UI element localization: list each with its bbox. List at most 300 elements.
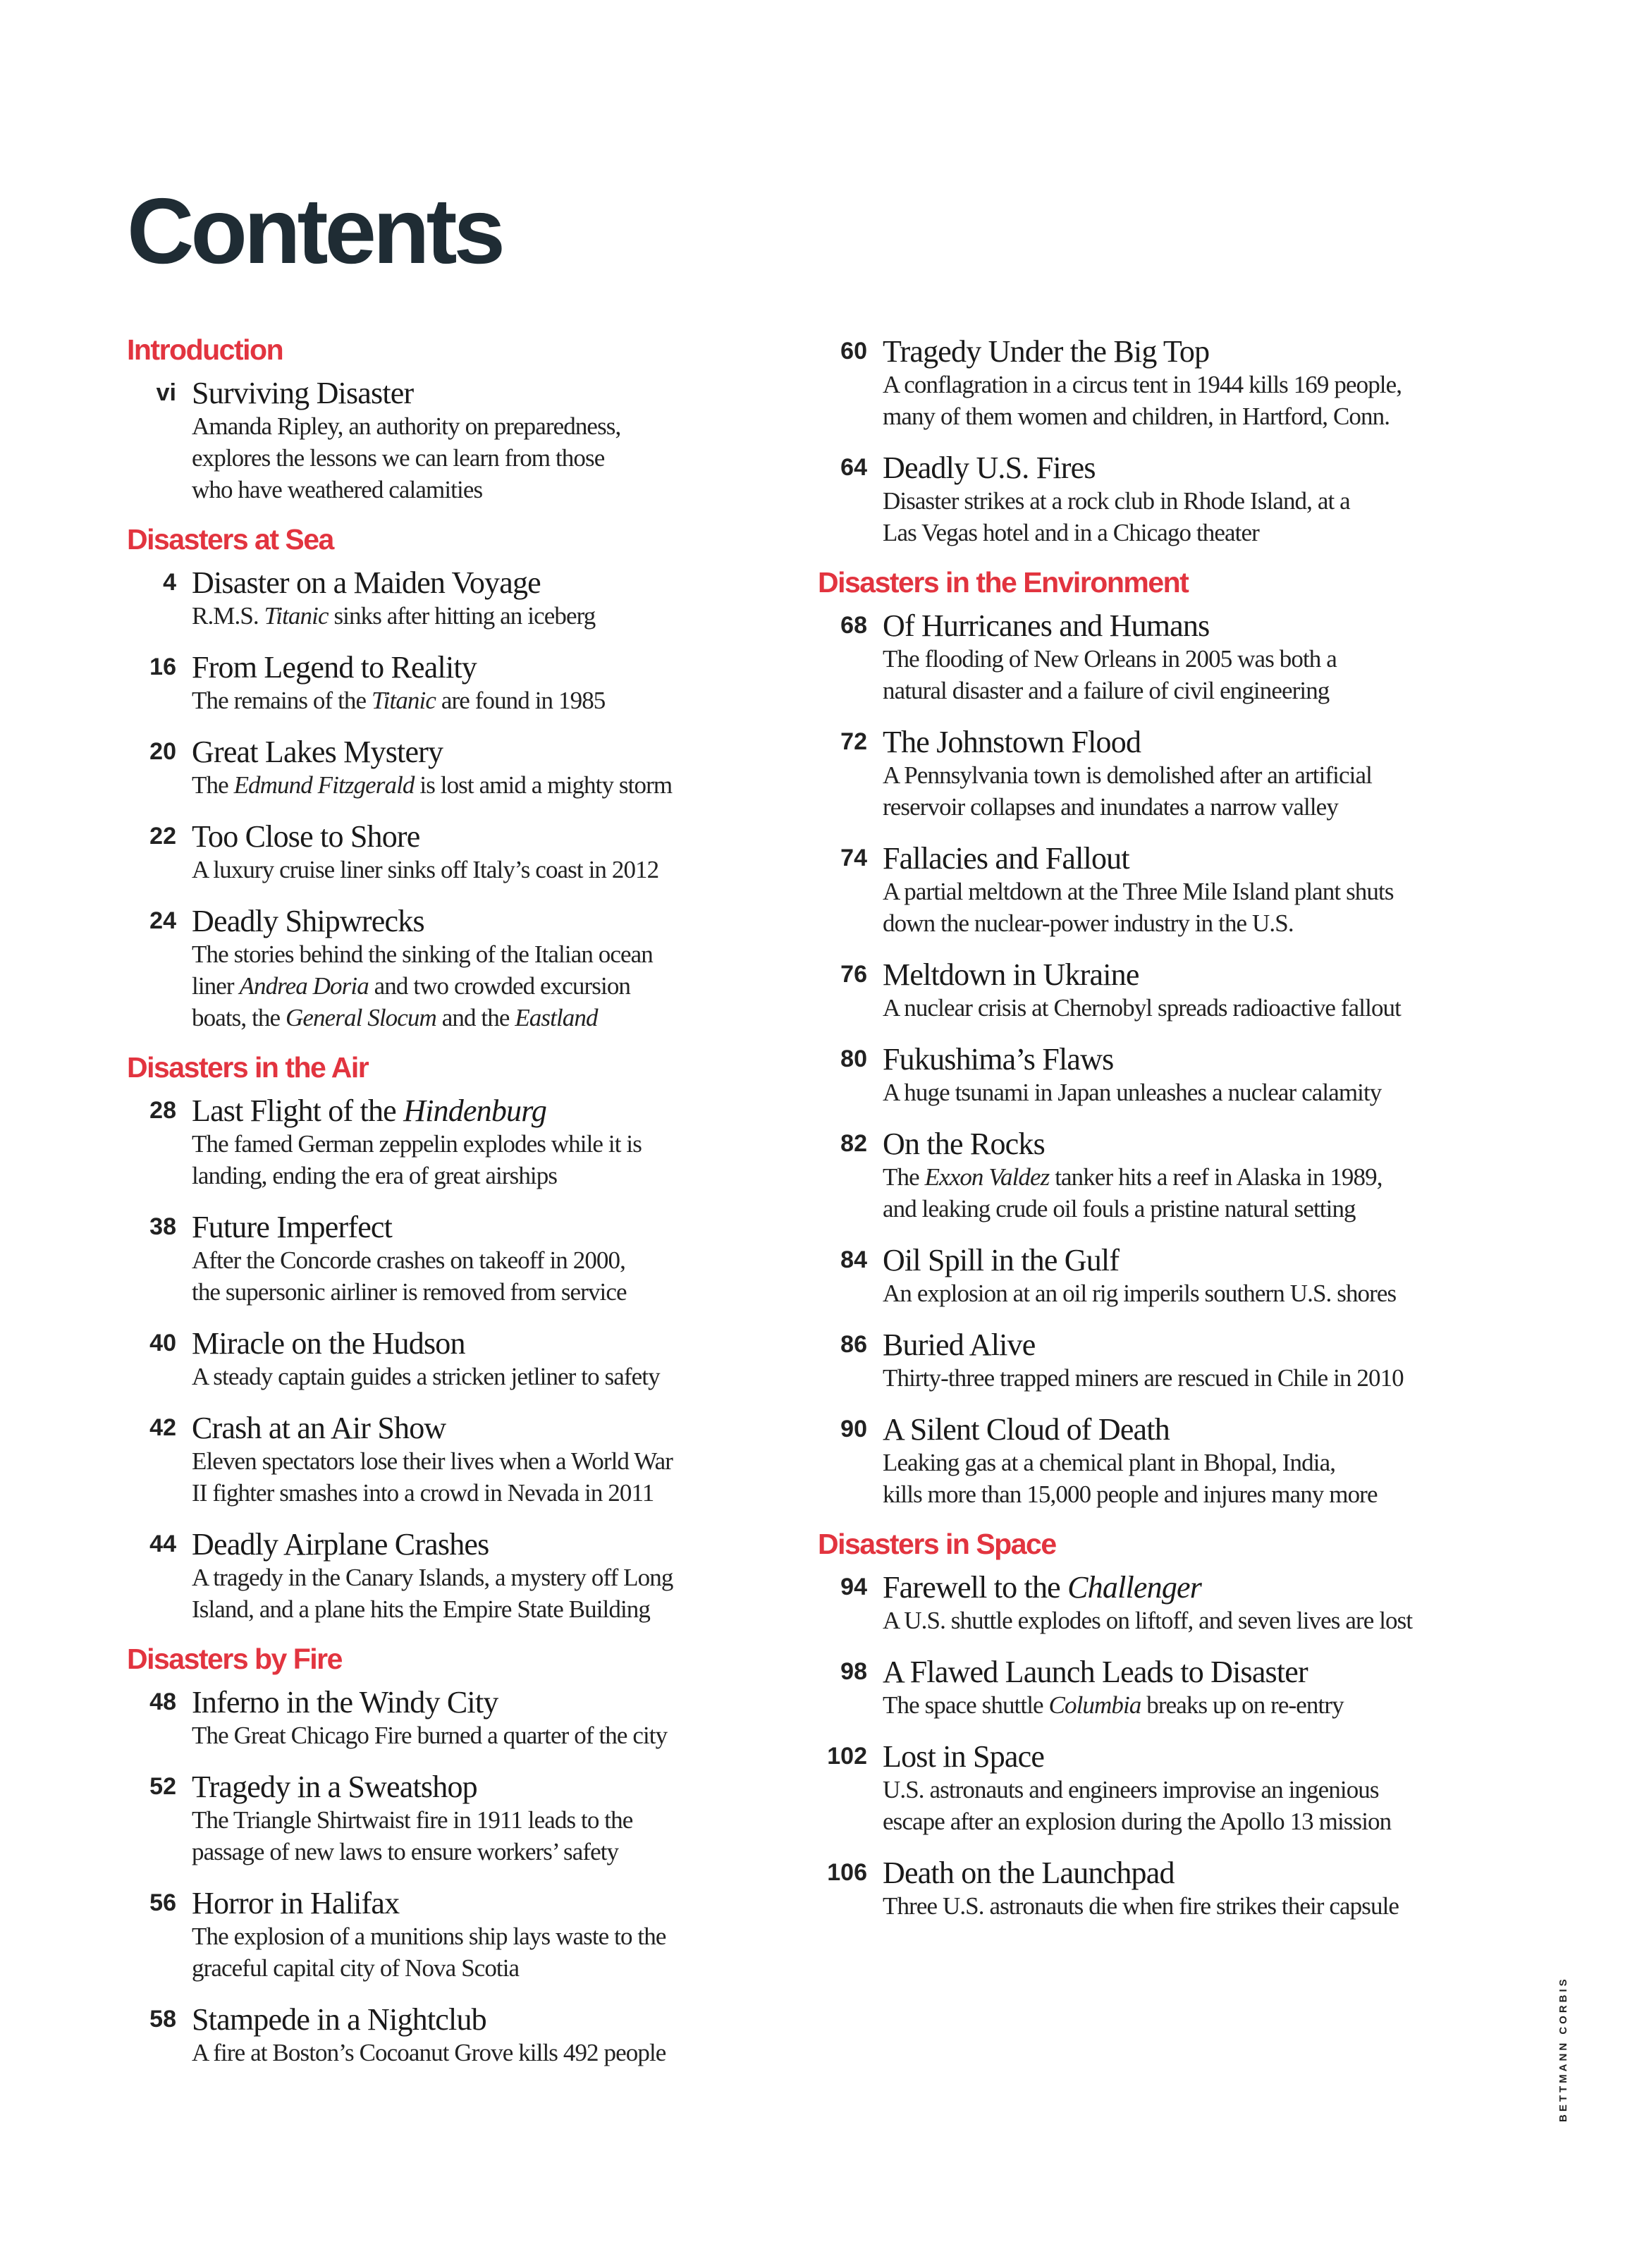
page-number: 102: [827, 1743, 867, 1770]
contents-column-right: [818, 334, 1495, 1940]
entry-description: [883, 1447, 1495, 1510]
entry-body: [883, 1127, 1495, 1225]
italic-text: Challenger: [1067, 1570, 1202, 1605]
entry-title[interactable]: [192, 1770, 761, 1804]
entry-body: [883, 450, 1495, 548]
page-number: 80: [840, 1046, 867, 1072]
description-line: [192, 1361, 761, 1392]
italic-text: Titanic: [372, 687, 436, 714]
text-segment: explores the lessons we can learn from those: [192, 444, 605, 472]
text-segment: The: [192, 771, 234, 799]
text-segment: Deadly U.S. Fires: [883, 450, 1096, 485]
description-line: [883, 1806, 1495, 1837]
entry-description: [192, 938, 761, 1034]
entry-body: [192, 1411, 761, 1509]
entry-title[interactable]: [192, 819, 761, 854]
page-number: 64: [840, 454, 867, 481]
page-number: 72: [840, 728, 867, 755]
description-line: [192, 685, 761, 716]
entry-description: [883, 1077, 1495, 1108]
entry-title[interactable]: [192, 1886, 761, 1920]
entry-title[interactable]: [192, 650, 761, 685]
page-number: 16: [149, 654, 176, 680]
description-line: [192, 1244, 761, 1276]
description-line: [883, 485, 1495, 517]
text-segment: escape after an explosion during the Apollo 13 mission: [883, 1808, 1392, 1835]
toc-entry[interactable]: [818, 1243, 1495, 1309]
text-segment: natural disaster and a failure of civil engineering: [883, 677, 1330, 704]
entry-body: [192, 1210, 761, 1308]
entry-title[interactable]: [883, 1042, 1495, 1077]
page-number: 76: [840, 961, 867, 988]
toc-entry[interactable]: [818, 1570, 1495, 1636]
entry-title[interactable]: [883, 334, 1495, 369]
entry-title[interactable]: [192, 735, 761, 769]
description-line: [883, 759, 1495, 791]
entry-body: [883, 1328, 1495, 1394]
description-line: [192, 1952, 761, 1984]
text-segment: Farewell to the: [883, 1570, 1068, 1605]
toc-entry[interactable]: [127, 1411, 761, 1509]
entry-description: [192, 685, 761, 716]
text-segment: Of Hurricanes and Humans: [883, 608, 1210, 643]
entry-body: [883, 1570, 1495, 1636]
entry-title[interactable]: [192, 1685, 761, 1720]
text-segment: A U.S. shuttle explodes on liftoff, and seven lives are lost: [883, 1607, 1413, 1634]
page-number: 24: [149, 907, 176, 934]
text-segment: tanker hits a reef in Alaska in 1989,: [1049, 1163, 1382, 1191]
entry-title[interactable]: [883, 957, 1495, 992]
entry-body: [192, 904, 761, 1034]
text-segment: the supersonic airliner is removed from service: [192, 1278, 627, 1306]
text-segment: The space shuttle: [883, 1691, 1049, 1719]
description-line: [883, 876, 1495, 907]
description-line: [883, 791, 1495, 823]
text-segment: Crash at an Air Show: [192, 1411, 446, 1445]
description-line: [192, 1160, 761, 1191]
text-segment: who have weathered calamities: [192, 476, 483, 503]
entry-title[interactable]: [883, 1739, 1495, 1774]
text-segment: Las Vegas hotel and in a Chicago theater: [883, 519, 1259, 546]
entry-description: [192, 1244, 761, 1308]
text-segment: A Pennsylvania town is demolished after an artificial: [883, 761, 1372, 789]
description-line: [192, 410, 761, 442]
text-segment: Too Close to Shore: [192, 819, 420, 854]
italic-text: General Slocum: [286, 1004, 436, 1031]
entry-title[interactable]: [883, 725, 1495, 759]
text-segment: Deadly Airplane Crashes: [192, 1527, 489, 1562]
text-segment: The Triangle Shirtwaist fire in 1911 leads to the: [192, 1806, 633, 1834]
entry-body: [192, 1527, 761, 1625]
page-number: vi: [156, 379, 176, 406]
text-segment: are found in 1985: [435, 687, 606, 714]
text-segment: many of them women and children, in Hartford, Conn.: [883, 403, 1390, 430]
description-line: [883, 643, 1495, 675]
text-segment: Future Imperfect: [192, 1210, 393, 1244]
entry-description: [883, 876, 1495, 939]
entry-description: [192, 1920, 761, 1984]
description-line: [192, 1804, 761, 1836]
text-segment: Amanda Ripley, an authority on preparedness,: [192, 412, 621, 440]
contents-column-left: [127, 334, 761, 2087]
description-line: [883, 1161, 1495, 1193]
toc-entry[interactable]: [127, 1326, 761, 1392]
description-line: [192, 1002, 761, 1034]
entry-description: [883, 1774, 1495, 1837]
entry-title[interactable]: [883, 1243, 1495, 1277]
entry-description: [192, 1445, 761, 1509]
description-line: [192, 1128, 761, 1160]
description-line: [192, 1593, 761, 1625]
entry-title[interactable]: [883, 841, 1495, 876]
description-line: [192, 1276, 761, 1308]
entry-title[interactable]: [192, 1093, 761, 1128]
entry-description: [883, 1277, 1495, 1309]
description-line: [192, 854, 761, 885]
toc-entry[interactable]: [818, 1328, 1495, 1394]
page-number: 28: [149, 1097, 176, 1124]
page-number: 4: [163, 569, 176, 596]
page-number: 74: [840, 845, 867, 871]
entry-body: [192, 376, 761, 505]
entry-body: [883, 1739, 1495, 1837]
text-segment: Death on the Launchpad: [883, 1856, 1175, 1890]
toc-entry[interactable]: [127, 376, 761, 505]
description-line: [883, 992, 1495, 1024]
section-heading: Introduction: [127, 333, 283, 366]
text-segment: breaks up on re-entry: [1141, 1691, 1344, 1719]
entry-body: [883, 1655, 1495, 1721]
text-segment: Great Lakes Mystery: [192, 735, 443, 769]
description-line: [192, 1836, 761, 1868]
toc-entry[interactable]: [127, 819, 761, 885]
text-segment: The: [883, 1163, 925, 1191]
description-line: [883, 1193, 1495, 1225]
text-segment: Meltdown in Ukraine: [883, 957, 1139, 992]
description-line: [883, 369, 1495, 400]
text-segment: landing, ending the era of great airships: [192, 1162, 558, 1189]
photo-credit: BETTMANN CORBIS: [1557, 1976, 1569, 2122]
toc-entry[interactable]: [127, 1527, 761, 1625]
description-line: [883, 1478, 1495, 1510]
text-segment: sinks after hitting an iceberg: [328, 602, 596, 630]
toc-entry[interactable]: [818, 450, 1495, 548]
entry-description: [883, 485, 1495, 548]
text-segment: Three U.S. astronauts die when fire strikes their capsule: [883, 1892, 1399, 1920]
text-segment: A huge tsunami in Japan unleashes a nuclear calamity: [883, 1079, 1382, 1106]
text-segment: Tragedy Under the Big Top: [883, 334, 1210, 369]
entry-body: [883, 725, 1495, 823]
description-line: [883, 1277, 1495, 1309]
text-segment: Eleven spectators lose their lives when a World War: [192, 1447, 673, 1475]
text-segment: passage of new laws to ensure workers’ safety: [192, 1838, 619, 1865]
entry-title[interactable]: [883, 1570, 1495, 1605]
text-segment: A partial meltdown at the Three Mile Island plant shuts: [883, 878, 1394, 905]
toc-entry[interactable]: [818, 334, 1495, 432]
entry-body: [192, 1886, 761, 1984]
text-segment: and leaking crude oil fouls a pristine natural setting: [883, 1195, 1356, 1222]
description-line: [192, 442, 761, 474]
page-number: 20: [149, 738, 176, 765]
text-segment: Fukushima’s Flaws: [883, 1042, 1114, 1077]
entry-description: [192, 1361, 761, 1392]
text-segment: boats, the: [192, 1004, 286, 1031]
text-segment: Tragedy in a Sweatshop: [192, 1770, 477, 1804]
description-line: [192, 938, 761, 970]
text-segment: is lost amid a mighty storm: [414, 771, 673, 799]
entry-title[interactable]: [883, 1412, 1495, 1447]
entry-body: [883, 334, 1495, 432]
text-segment: The flooding of New Orleans in 2005 was both a: [883, 645, 1337, 673]
page-number: 56: [149, 1889, 176, 1916]
toc-entry[interactable]: [818, 1739, 1495, 1837]
entry-description: [192, 1562, 761, 1625]
text-segment: II fighter smashes into a crowd in Nevada in 2011: [192, 1479, 654, 1507]
entry-body: [883, 1856, 1495, 1922]
text-segment: After the Concorde crashes on takeoff in 2000,: [192, 1246, 625, 1274]
section-heading: Disasters in the Environment: [818, 566, 1189, 599]
entry-description: [883, 1161, 1495, 1225]
description-line: [192, 1920, 761, 1952]
text-segment: A tragedy in the Canary Islands, a mystery off Long: [192, 1564, 673, 1591]
entry-body: [192, 565, 761, 632]
text-segment: A nuclear crisis at Chernobyl spreads radioactive fallout: [883, 994, 1401, 1022]
toc-entry[interactable]: [127, 904, 761, 1034]
page-title: Contents: [127, 179, 502, 283]
entry-description: [192, 1128, 761, 1191]
entry-title[interactable]: [883, 1127, 1495, 1161]
text-segment: kills more than 15,000 people and injures many more: [883, 1481, 1378, 1508]
description-line: [883, 1774, 1495, 1806]
description-line: [883, 400, 1495, 432]
page-number: 42: [149, 1414, 176, 1441]
italic-text: Columbia: [1048, 1691, 1141, 1719]
text-segment: reservoir collapses and inundates a narrow valley: [883, 793, 1338, 821]
description-line: [883, 907, 1495, 939]
entry-description: [192, 1804, 761, 1868]
toc-entry[interactable]: [127, 735, 761, 801]
toc-entry[interactable]: [127, 1770, 761, 1868]
entry-title[interactable]: [192, 1527, 761, 1562]
entry-description: [883, 643, 1495, 706]
text-segment: The stories behind the sinking of the Italian ocean: [192, 940, 653, 968]
text-segment: Leaking gas at a chemical plant in Bhopal, India,: [883, 1449, 1336, 1476]
description-line: [192, 1720, 761, 1751]
entry-title[interactable]: [192, 1411, 761, 1445]
toc-entry[interactable]: [127, 1886, 761, 1984]
entry-body: [883, 1243, 1495, 1309]
text-segment: Disaster strikes at a rock club in Rhode Island, at a: [883, 487, 1350, 515]
toc-entry[interactable]: [818, 1042, 1495, 1108]
section-heading: Disasters in Space: [818, 1528, 1056, 1560]
entry-title[interactable]: [192, 565, 761, 600]
entry-body: [192, 819, 761, 885]
entry-body: [192, 735, 761, 801]
text-segment: Lost in Space: [883, 1739, 1045, 1774]
entry-body: [192, 1770, 761, 1868]
entry-description: [883, 1890, 1495, 1922]
page-number: 58: [149, 2006, 176, 2033]
entry-description: [883, 992, 1495, 1024]
toc-entry[interactable]: [127, 565, 761, 632]
text-segment: The explosion of a munitions ship lays waste to the: [192, 1923, 666, 1950]
toc-entry[interactable]: [818, 1412, 1495, 1510]
entry-body: [192, 1326, 761, 1392]
toc-entry[interactable]: [818, 1856, 1495, 1922]
entry-body: [192, 650, 761, 716]
text-segment: U.S. astronauts and engineers improvise an ingenious: [883, 1776, 1379, 1803]
italic-text: Andrea Doria: [239, 972, 369, 1000]
page-number: 48: [149, 1688, 176, 1715]
toc-entry[interactable]: [818, 1655, 1495, 1721]
description-line: [192, 1445, 761, 1477]
description-line: [192, 2037, 761, 2068]
text-segment: Disaster on a Maiden Voyage: [192, 565, 541, 600]
text-segment: Buried Alive: [883, 1328, 1036, 1362]
page-number: 68: [840, 612, 867, 639]
text-segment: Inferno in the Windy City: [192, 1685, 498, 1720]
description-line: [192, 769, 761, 801]
text-segment: On the Rocks: [883, 1127, 1045, 1161]
description-line: [883, 517, 1495, 548]
entry-title[interactable]: [192, 1326, 761, 1361]
entry-description: [883, 1605, 1495, 1636]
entry-description: [192, 854, 761, 885]
text-segment: Deadly Shipwrecks: [192, 904, 424, 938]
entry-body: [883, 608, 1495, 706]
description-line: [883, 675, 1495, 706]
text-segment: Island, and a plane hits the Empire State Building: [192, 1595, 650, 1623]
entry-body: [192, 1685, 761, 1751]
entry-title[interactable]: [192, 376, 761, 410]
page-number: 44: [149, 1531, 176, 1557]
entry-description: [192, 769, 761, 801]
italic-text: Hindenburg: [403, 1093, 547, 1128]
text-segment: Stampede in a Nightclub: [192, 2002, 486, 2037]
text-segment: The Great Chicago Fire burned a quarter of the city: [192, 1722, 668, 1749]
description-line: [883, 1890, 1495, 1922]
text-segment: Miracle on the Hudson: [192, 1326, 465, 1361]
page-number: 90: [840, 1416, 867, 1442]
italic-text: Exxon Valdez: [924, 1163, 1050, 1191]
entry-body: [883, 841, 1495, 939]
text-segment: and the: [436, 1004, 515, 1031]
entry-title[interactable]: [192, 1210, 761, 1244]
entry-description: [192, 1720, 761, 1751]
entry-description: [883, 369, 1495, 432]
page-number: 86: [840, 1331, 867, 1358]
description-line: [883, 1077, 1495, 1108]
entry-title[interactable]: [883, 450, 1495, 485]
text-segment: Horror in Halifax: [192, 1886, 400, 1920]
text-segment: liner: [192, 972, 240, 1000]
text-segment: A steady captain guides a stricken jetliner to safety: [192, 1363, 660, 1390]
entry-title[interactable]: [192, 2002, 761, 2037]
text-segment: The remains of the: [192, 687, 372, 714]
italic-text: Edmund Fitzgerald: [233, 771, 415, 799]
text-segment: From Legend to Reality: [192, 650, 477, 685]
page-number: 40: [149, 1330, 176, 1356]
page-number: 94: [840, 1574, 867, 1600]
entry-body: [192, 2002, 761, 2068]
section-heading: Disasters in the Air: [127, 1051, 369, 1084]
text-segment: The Johnstown Flood: [883, 725, 1141, 759]
entry-title[interactable]: [192, 904, 761, 938]
text-segment: Last Flight of the: [192, 1093, 404, 1128]
entry-description: [883, 759, 1495, 823]
entry-title[interactable]: [883, 608, 1495, 643]
toc-entry[interactable]: [127, 1093, 761, 1191]
text-segment: R.M.S.: [192, 602, 264, 630]
entry-description: [192, 2037, 761, 2068]
italic-text: Eastland: [515, 1004, 598, 1031]
toc-entry[interactable]: [818, 1127, 1495, 1225]
page-number: 60: [840, 338, 867, 364]
page-number: 22: [149, 823, 176, 850]
text-segment: A luxury cruise liner sinks off Italy’s coast in 2012: [192, 856, 659, 883]
entry-body: [192, 1093, 761, 1191]
entry-body: [883, 1412, 1495, 1510]
text-segment: down the nuclear-power industry in the U.S.: [883, 909, 1294, 937]
description-line: [192, 1477, 761, 1509]
page-number: 38: [149, 1213, 176, 1240]
entry-description: [883, 1362, 1495, 1394]
entry-title[interactable]: [883, 1328, 1495, 1362]
toc-entry[interactable]: [818, 608, 1495, 706]
page-number: 98: [840, 1658, 867, 1685]
page-number: 84: [840, 1246, 867, 1273]
text-segment: An explosion at an oil rig imperils southern U.S. shores: [883, 1280, 1397, 1307]
section-heading: Disasters at Sea: [127, 523, 333, 556]
description-line: [192, 970, 761, 1002]
description-line: [883, 1689, 1495, 1721]
entry-description: [192, 410, 761, 505]
toc-entry[interactable]: [818, 841, 1495, 939]
page-number: 52: [149, 1773, 176, 1800]
toc-entry[interactable]: [818, 957, 1495, 1024]
toc-entry[interactable]: [818, 725, 1495, 823]
text-segment: Surviving Disaster: [192, 376, 414, 410]
italic-text: Titanic: [264, 602, 329, 630]
text-segment: A Flawed Launch Leads to Disaster: [883, 1655, 1308, 1689]
text-segment: The famed German zeppelin explodes while it is: [192, 1130, 642, 1158]
entry-description: [883, 1689, 1495, 1721]
toc-entry[interactable]: [127, 2002, 761, 2068]
entry-title[interactable]: [883, 1856, 1495, 1890]
text-segment: Thirty-three trapped miners are rescued in Chile in 2010: [883, 1364, 1404, 1392]
entry-title[interactable]: [883, 1655, 1495, 1689]
description-line: [883, 1605, 1495, 1636]
toc-entry[interactable]: [127, 650, 761, 716]
description-line: [192, 1562, 761, 1593]
description-line: [192, 474, 761, 505]
text-segment: A conflagration in a circus tent in 1944 kills 169 people,: [883, 371, 1402, 398]
entry-body: [883, 957, 1495, 1024]
text-segment: Oil Spill in the Gulf: [883, 1243, 1120, 1277]
text-segment: A Silent Cloud of Death: [883, 1412, 1170, 1447]
toc-entry[interactable]: [127, 1685, 761, 1751]
entry-description: [192, 600, 761, 632]
page-number: 106: [827, 1859, 867, 1886]
page-number: 82: [840, 1130, 867, 1157]
text-segment: A fire at Boston’s Cocoanut Grove kills 492 people: [192, 2039, 666, 2066]
entry-body: [883, 1042, 1495, 1108]
text-segment: Fallacies and Fallout: [883, 841, 1129, 876]
section-heading: Disasters by Fire: [127, 1643, 342, 1675]
text-segment: graceful capital city of Nova Scotia: [192, 1954, 520, 1982]
text-segment: and two crowded excursion: [368, 972, 631, 1000]
toc-entry[interactable]: [127, 1210, 761, 1308]
